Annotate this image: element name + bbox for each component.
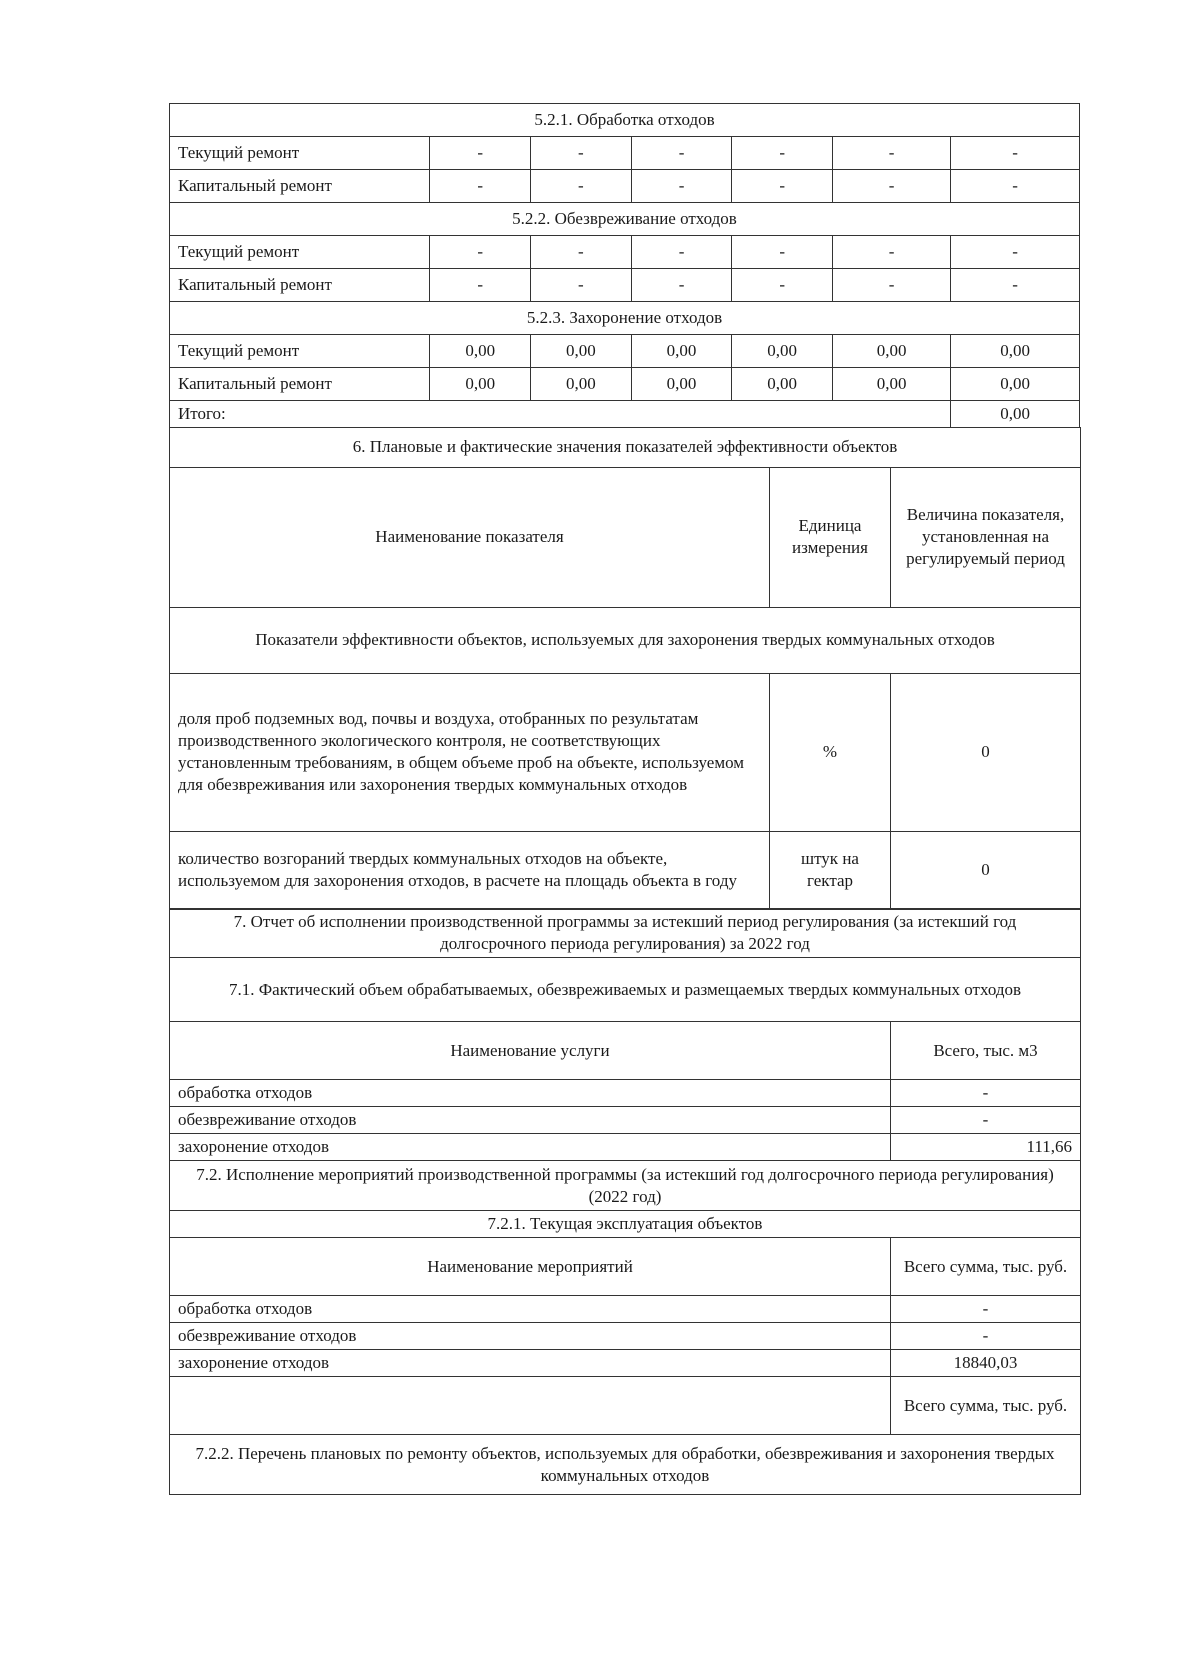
section-title-5-2-2: 5.2.2. Обезвреживание отходов — [170, 203, 1080, 236]
table-row — [170, 1350, 1081, 1377]
extra-total-header: Всего сумма, тыс. руб. — [891, 1377, 1081, 1435]
cell: 0,00 — [631, 335, 732, 368]
col-header-service: Наименование услуги — [170, 1022, 891, 1080]
measure-value: 18840,03 — [891, 1350, 1081, 1377]
table-row — [170, 269, 1080, 302]
table-row — [170, 368, 1080, 401]
cell: 0,00 — [430, 368, 531, 401]
total-label: Итого: — [170, 401, 951, 428]
col-header-unit: Единица измерения — [770, 467, 891, 607]
group-header: Показатели эффективности объектов, используемых для захоронения твердых коммунальных отходов — [170, 607, 1081, 673]
section-title-7: 7. Отчет об исполнении производственной программы за истекший период регулирования (за истекший год долгосрочного периода регулирования) за 2022 год — [170, 909, 1081, 958]
service-value: - — [891, 1080, 1081, 1107]
cell: - — [732, 236, 833, 269]
cell: - — [430, 269, 531, 302]
cell: 0,00 — [732, 335, 833, 368]
section-title-5-2-1: 5.2.1. Обработка отходов — [170, 104, 1080, 137]
cell: 0,00 — [631, 368, 732, 401]
cell: - — [430, 137, 531, 170]
section-title-7-2-1: 7.2.1. Текущая эксплуатация объектов — [170, 1211, 1081, 1238]
cell: - — [531, 269, 632, 302]
section-title-5-2-3: 5.2.3. Захоронение отходов — [170, 302, 1080, 335]
table-row — [170, 673, 1081, 831]
indicator-value: 0 — [891, 831, 1081, 909]
cell: 0,00 — [531, 368, 632, 401]
cell: 0,00 — [951, 368, 1080, 401]
service-name: обезвреживание отходов — [170, 1107, 891, 1134]
table-row — [170, 1134, 1081, 1161]
col-header-measures: Наименование мероприятий — [170, 1238, 891, 1296]
cell: - — [951, 269, 1080, 302]
document-page — [169, 103, 1080, 1495]
cell: - — [732, 269, 833, 302]
cell: 0,00 — [832, 368, 950, 401]
row-label: Капитальный ремонт — [170, 269, 430, 302]
measure-name: обработка отходов — [170, 1296, 891, 1323]
service-name: захоронение отходов — [170, 1134, 891, 1161]
empty-cell — [170, 1377, 891, 1435]
cell: - — [531, 137, 632, 170]
service-value: - — [891, 1107, 1081, 1134]
section-title-6: 6. Плановые и фактические значения показателей эффективности объектов — [170, 427, 1081, 467]
indicator-unit: штук на гектар — [770, 831, 891, 909]
cell: - — [832, 236, 950, 269]
table-row — [170, 236, 1080, 269]
table-row — [170, 831, 1081, 909]
report-table — [169, 908, 1081, 1495]
row-label: Капитальный ремонт — [170, 170, 430, 203]
col-header-name: Наименование показателя — [170, 467, 770, 607]
table-row — [170, 1323, 1081, 1350]
cell: 0,00 — [531, 335, 632, 368]
section-title-7-1: 7.1. Фактический объем обрабатываемых, обезвреживаемых и размещаемых твердых коммунальных отходов — [170, 958, 1081, 1022]
cell: - — [631, 137, 732, 170]
cell: - — [631, 269, 732, 302]
row-label: Текущий ремонт — [170, 335, 430, 368]
cell: - — [732, 137, 833, 170]
section-title-7-2-2: 7.2.2. Перечень плановых по ремонту объектов, используемых для обработки, обезвреживания и захоронения твердых коммунальных отходов — [170, 1435, 1081, 1495]
table-row — [170, 1080, 1081, 1107]
col-header-sum: Всего сумма, тыс. руб. — [891, 1238, 1081, 1296]
total-value: 0,00 — [951, 401, 1080, 428]
col-header-total: Всего, тыс. м3 — [891, 1022, 1081, 1080]
row-label: Капитальный ремонт — [170, 368, 430, 401]
measure-value: - — [891, 1323, 1081, 1350]
col-header-value: Величина показателя, установленная на регулируемый период — [891, 467, 1081, 607]
cell: - — [430, 170, 531, 203]
row-label: Текущий ремонт — [170, 137, 430, 170]
cell: - — [631, 236, 732, 269]
cell: - — [430, 236, 531, 269]
indicator-name: количество возгораний твердых коммунальных отходов на объекте, используемом для захоронения отходов, в расчете на площадь объекта в году — [170, 831, 770, 909]
cell: - — [951, 137, 1080, 170]
cell: 0,00 — [430, 335, 531, 368]
measure-name: захоронение отходов — [170, 1350, 891, 1377]
measure-value: - — [891, 1296, 1081, 1323]
total-row — [170, 401, 1080, 428]
repair-table — [169, 103, 1080, 428]
efficiency-table — [169, 427, 1081, 910]
table-row — [170, 1377, 1081, 1435]
cell: - — [531, 236, 632, 269]
cell: - — [832, 170, 950, 203]
cell: - — [732, 170, 833, 203]
cell: - — [631, 170, 732, 203]
cell: 0,00 — [951, 335, 1080, 368]
cell: - — [531, 170, 632, 203]
table-row — [170, 335, 1080, 368]
indicator-unit: % — [770, 673, 891, 831]
table-row — [170, 170, 1080, 203]
cell: - — [832, 137, 950, 170]
table-row — [170, 137, 1080, 170]
table-row — [170, 1296, 1081, 1323]
measure-name: обезвреживание отходов — [170, 1323, 891, 1350]
cell: 0,00 — [732, 368, 833, 401]
cell: - — [951, 170, 1080, 203]
service-name: обработка отходов — [170, 1080, 891, 1107]
section-title-7-2: 7.2. Исполнение мероприятий производственной программы (за истекший год долгосрочного периода регулирования) (2022 год) — [170, 1161, 1081, 1211]
row-label: Текущий ремонт — [170, 236, 430, 269]
table-row — [170, 1107, 1081, 1134]
service-value: 111,66 — [891, 1134, 1081, 1161]
cell: - — [832, 269, 950, 302]
indicator-value: 0 — [891, 673, 1081, 831]
cell: - — [951, 236, 1080, 269]
cell: 0,00 — [832, 335, 950, 368]
indicator-name: доля проб подземных вод, почвы и воздуха, отобранных по результатам производственного экологического контроля, не соответствующих установленным требованиям, в общем объеме проб на объекте, используемом для обезвреживания или захоронения твердых коммунальных отходов — [170, 673, 770, 831]
